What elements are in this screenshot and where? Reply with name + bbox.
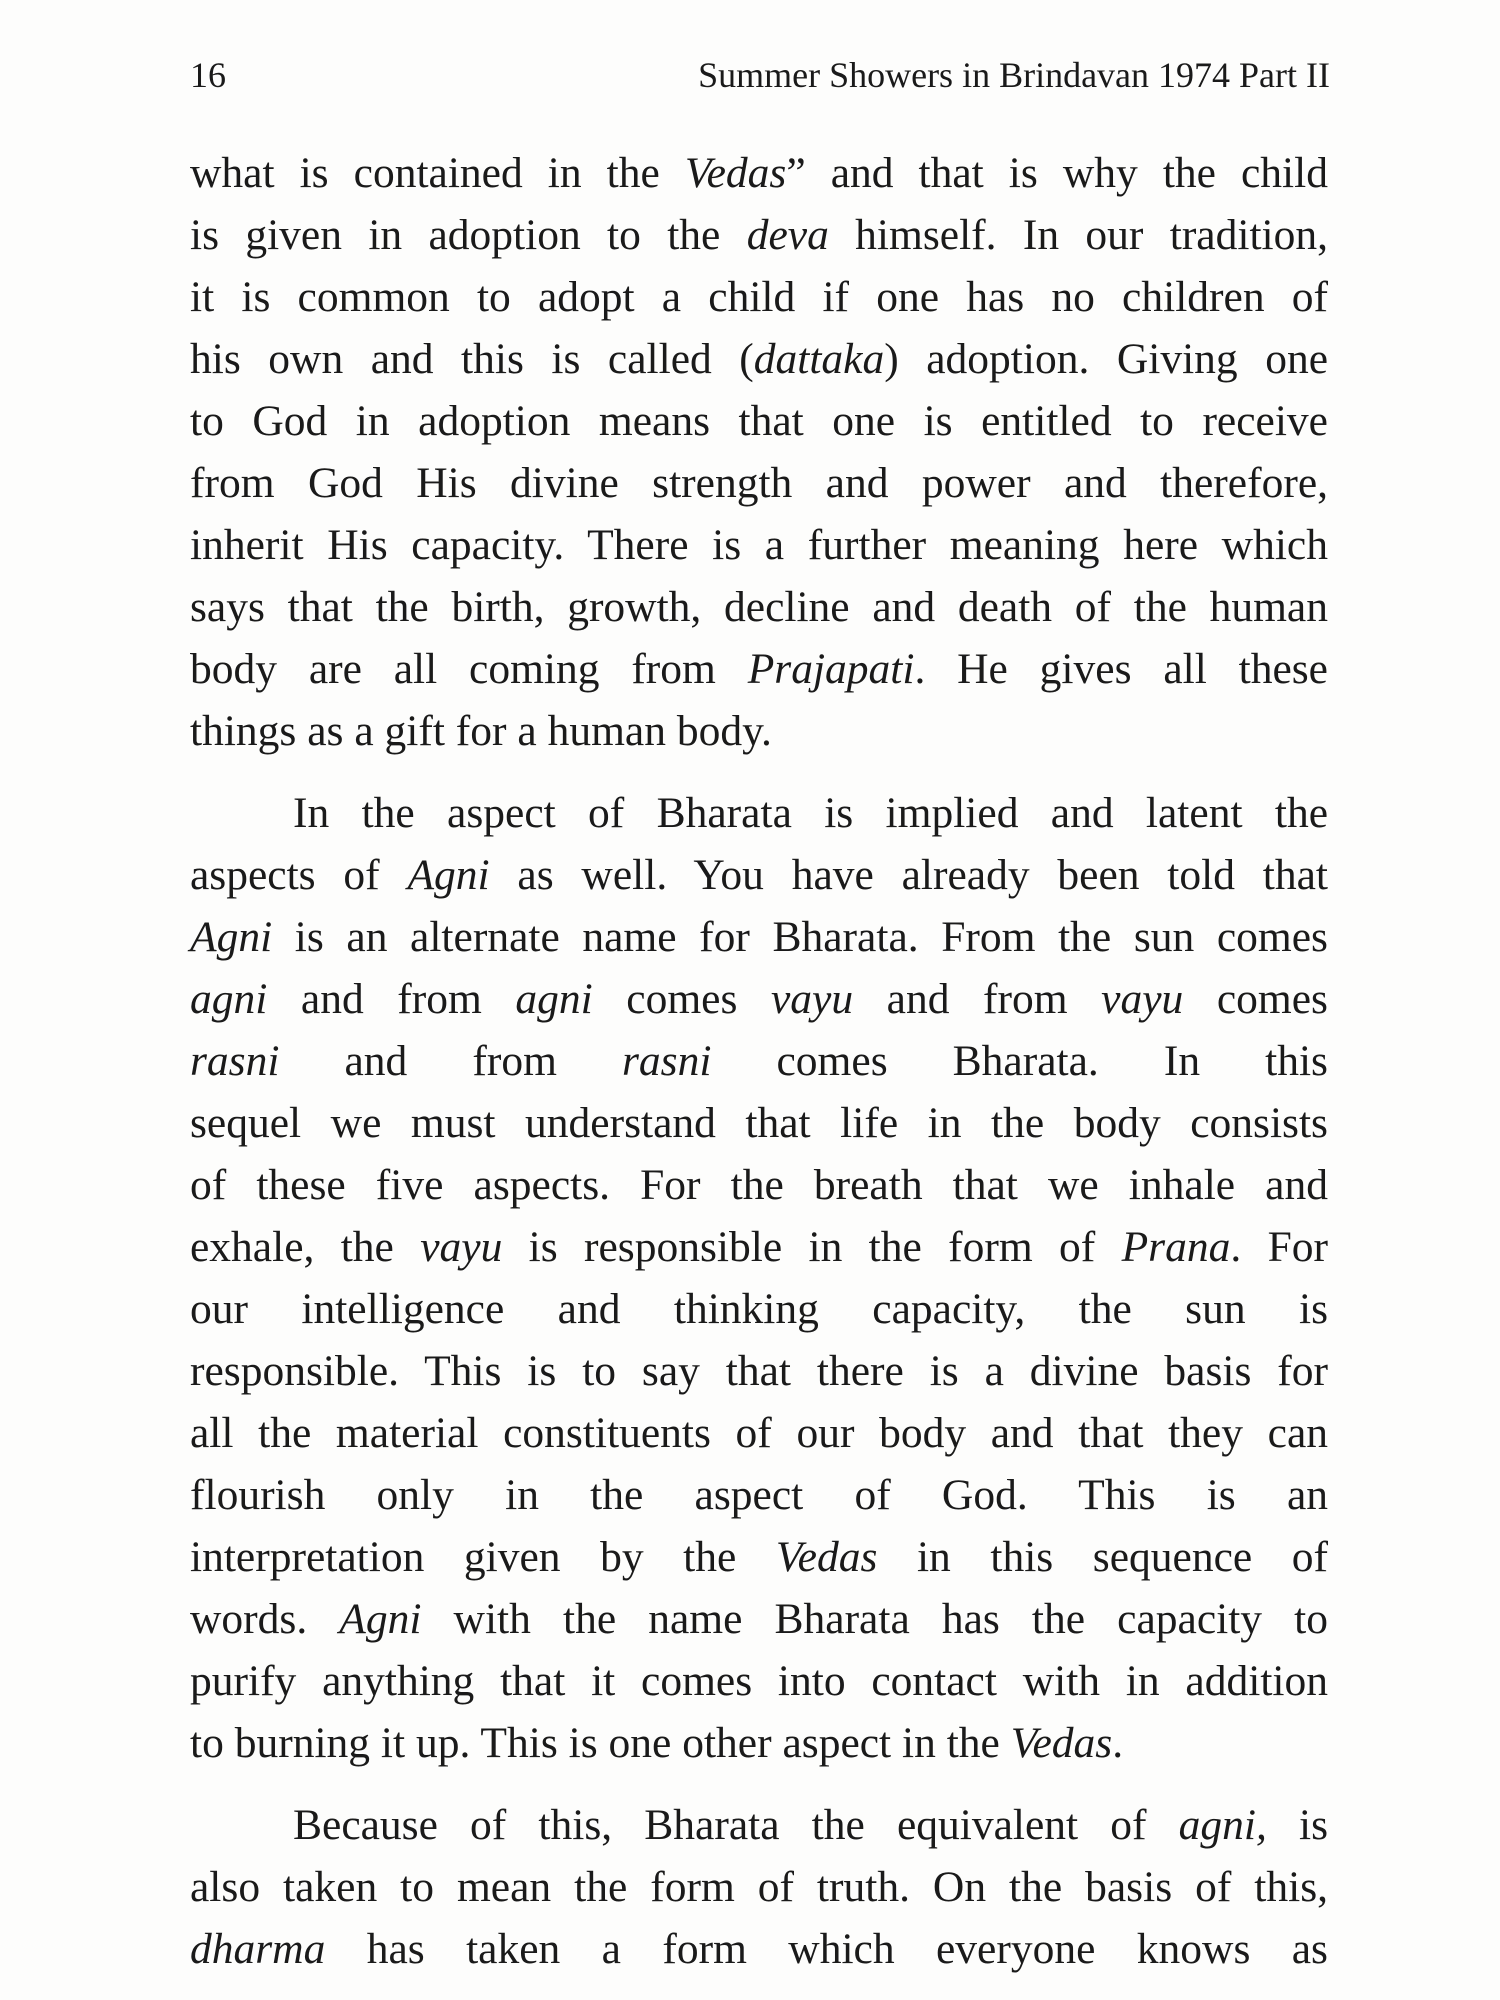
text-run: himself. In our tradition,: [828, 211, 1328, 259]
text-run: . For: [1230, 1223, 1328, 1271]
text-run: .: [1112, 1719, 1124, 1767]
page-number: 16: [190, 55, 226, 95]
text-line: [190, 204, 1328, 266]
text-run: has taken a form which everyone knows as: [325, 1925, 1328, 1973]
paragraph: [190, 782, 1328, 1774]
paragraph-gap: [190, 762, 1328, 782]
text-run: also taken to mean the form of truth. On the basis of this,: [190, 1863, 1328, 1911]
text-line: [190, 266, 1328, 328]
text-run: all the material constituents of our body and that they can: [190, 1409, 1328, 1457]
italic-term: rasni: [621, 1037, 712, 1085]
italic-term: Prana: [1121, 1223, 1231, 1271]
text-run: sequel we must understand that life in the body consists: [190, 1099, 1328, 1147]
italic-term: Vedas: [684, 149, 787, 197]
text-run: is an alternate name for Bharata. From the sun comes: [272, 913, 1328, 961]
italic-term: Agni: [407, 851, 490, 899]
text-run: says that the birth, growth, decline and death of the human: [190, 583, 1328, 631]
text-run: of these five aspects. For the breath that we inhale and: [190, 1161, 1328, 1209]
paragraph: [190, 1794, 1328, 1980]
text-run: interpretation given by the: [190, 1533, 776, 1581]
text-line: [190, 844, 1328, 906]
text-line: [190, 782, 1328, 844]
italic-term: Vedas: [1010, 1719, 1113, 1767]
text-line: [190, 1918, 1328, 1980]
text-run: is responsible in the form of: [502, 1223, 1122, 1271]
text-run: In the aspect of Bharata is implied and latent the: [293, 789, 1328, 837]
italic-term: Agni: [339, 1595, 422, 1643]
text-run: is: [1266, 1801, 1329, 1849]
text-line: [190, 1092, 1328, 1154]
text-run: our intelligence and thinking capacity, the sun is: [190, 1285, 1328, 1333]
italic-term: Prajapati: [747, 645, 915, 693]
text-line: [190, 390, 1328, 452]
text-line: [190, 1588, 1328, 1650]
text-run: comes Bharata. In this: [711, 1037, 1328, 1085]
italic-term: vayu: [770, 975, 854, 1023]
italic-term: Vedas: [775, 1533, 878, 1581]
text-line: [190, 1216, 1328, 1278]
text-run: words.: [190, 1595, 340, 1643]
text-line: [190, 1794, 1328, 1856]
text-line: [190, 576, 1328, 638]
text-line: [190, 1154, 1328, 1216]
text-run: flourish only in the aspect of God. This is an: [190, 1471, 1328, 1519]
italic-term: vayu: [420, 1223, 503, 1271]
text-run: it is common to adopt a child if one has no children of: [190, 273, 1328, 321]
paragraph-gap: [190, 1774, 1328, 1794]
text-run: and from: [279, 1037, 622, 1085]
text-run: aspects of: [190, 851, 408, 899]
text-line: [190, 452, 1328, 514]
italic-term: agni: [515, 975, 593, 1023]
text-run: comes: [1183, 975, 1328, 1023]
text-run: and from: [267, 975, 516, 1023]
text-run: inherit His capacity. There is a further meaning here which: [190, 521, 1328, 569]
text-run: purify anything that it comes into contact with in addition: [190, 1657, 1328, 1705]
text-run: body are all coming from: [190, 645, 748, 693]
italic-term: dharma: [190, 1925, 326, 1973]
text-line: [190, 906, 1328, 968]
italic-term: dattaka: [753, 335, 885, 383]
text-run: ) adoption. Giving one: [884, 335, 1328, 383]
text-line: [190, 1856, 1328, 1918]
text-line: [190, 1030, 1328, 1092]
text-run: responsible. This is to say that there is a divine basis for: [190, 1347, 1328, 1395]
text-run: as well. You have already been told that: [489, 851, 1328, 899]
text-line: [190, 1526, 1328, 1588]
text-run: is given in adoption to the: [190, 211, 747, 259]
text-run: and from: [853, 975, 1102, 1023]
text-run: things as a gift for a human body.: [190, 707, 772, 755]
text-line: [190, 968, 1328, 1030]
text-line: [190, 638, 1328, 700]
text-run: from God His divine strength and power and therefore,: [190, 459, 1328, 507]
text-line: [190, 514, 1328, 576]
italic-term: Agni: [190, 913, 273, 961]
page-header: [190, 50, 1330, 100]
text-run: his own and this is called (: [190, 335, 754, 383]
italic-term: vayu: [1101, 975, 1184, 1023]
text-run: in this sequence of: [877, 1533, 1328, 1581]
text-run: exhale, the: [190, 1223, 421, 1271]
text-line: [190, 1278, 1328, 1340]
text-line: [190, 142, 1328, 204]
text-line: [190, 700, 1328, 762]
text-line: [190, 1340, 1328, 1402]
body-text: [190, 142, 1328, 1980]
text-line: [190, 1464, 1328, 1526]
text-run: . He gives all these: [914, 645, 1328, 693]
text-run: to God in adoption means that one is entitled to receive: [190, 397, 1328, 445]
italic-term: agni,: [1178, 1801, 1267, 1849]
text-line: [190, 1650, 1328, 1712]
text-run: ” and that is why the child: [786, 149, 1328, 197]
text-line: [190, 1402, 1328, 1464]
text-run: comes: [592, 975, 771, 1023]
italic-term: rasni: [190, 1037, 280, 1085]
italic-term: agni: [190, 975, 268, 1023]
paragraph: [190, 142, 1328, 762]
text-line: [190, 328, 1328, 390]
italic-term: deva: [746, 211, 829, 259]
text-run: to burning it up. This is one other aspect in the: [190, 1719, 1011, 1767]
text-run: with the name Bharata has the capacity to: [421, 1595, 1328, 1643]
running-title: Summer Showers in Brindavan 1974 Part II: [698, 55, 1330, 95]
text-run: what is contained in the: [190, 149, 685, 197]
text-line: [190, 1712, 1328, 1774]
text-run: Because of this, Bharata the equivalent of: [293, 1801, 1179, 1849]
